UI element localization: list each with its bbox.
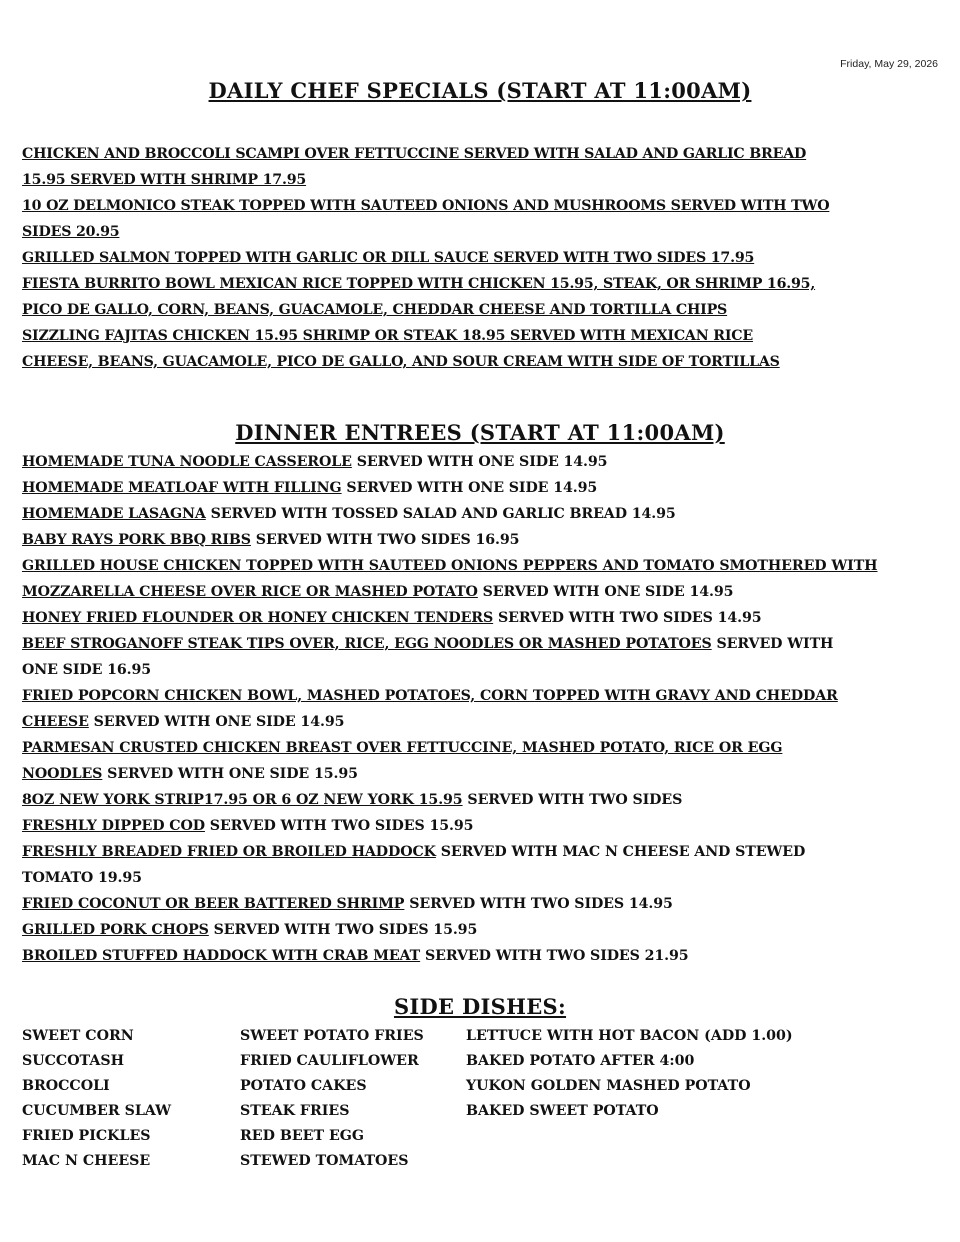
side-dish-item: CUCUMBER SLAW bbox=[22, 1103, 172, 1119]
special-line: SIDES 20.95 bbox=[22, 224, 120, 240]
sides-column-3 bbox=[466, 1024, 793, 1124]
entree-name: HOMEMADE TUNA NOODLE CASSEROLE bbox=[22, 454, 352, 470]
entree-line bbox=[22, 917, 947, 943]
side-dish-item: BROCCOLI bbox=[22, 1078, 110, 1094]
entree-line bbox=[22, 709, 947, 735]
entrees-heading: DINNER ENTREES (START AT 11:00AM) bbox=[235, 420, 725, 445]
entree-name: HOMEMADE MEATLOAF WITH FILLING bbox=[22, 480, 342, 496]
entree-line bbox=[22, 631, 947, 657]
side-dish-item: FRIED CAULIFLOWER bbox=[240, 1053, 419, 1069]
entree-name: BABY RAYS PORK BBQ RIBS bbox=[22, 532, 251, 548]
entree-line bbox=[22, 553, 947, 579]
special-line: GRILLED SALMON TOPPED WITH GARLIC OR DILL SAUCE SERVED WITH TWO SIDES 17.95 bbox=[22, 250, 755, 266]
entree-name: GRILLED PORK CHOPS bbox=[22, 922, 209, 938]
entree-line bbox=[22, 683, 947, 709]
side-dish-item: STEWED TOMATOES bbox=[240, 1153, 409, 1169]
side-dish-item: STEAK FRIES bbox=[240, 1103, 350, 1119]
side-dish-item: SWEET POTATO FRIES bbox=[240, 1028, 424, 1044]
entree-detail: SERVED WITH ONE SIDE 14.95 bbox=[477, 584, 734, 600]
entree-line bbox=[22, 605, 947, 631]
entree-name: 8OZ NEW YORK STRIP17.95 OR 6 OZ NEW YORK 15.95 bbox=[22, 792, 463, 808]
special-line: FIESTA BURRITO BOWL MEXICAN RICE TOPPED WITH CHICKEN 15.95, STEAK, OR SHRIMP 16.95, bbox=[22, 276, 816, 292]
entree-name: HOMEMADE LASAGNA bbox=[22, 506, 206, 522]
entree-detail: SERVED WITH TWO SIDES 15.95 bbox=[204, 818, 474, 834]
entree-detail: TOMATO 19.95 bbox=[22, 870, 142, 886]
entree-line bbox=[22, 735, 947, 761]
sides-column-2 bbox=[240, 1024, 424, 1174]
special-line: PICO DE GALLO, CORN, BEANS, GUACAMOLE, CHEDDAR CHEESE AND TORTILLA CHIPS bbox=[22, 302, 728, 318]
entree-name: FRIED COCONUT OR BEER BATTERED SHRIMP bbox=[22, 896, 405, 912]
side-dish-item: FRIED PICKLES bbox=[22, 1128, 151, 1144]
side-dish-item: BAKED POTATO AFTER 4:00 bbox=[466, 1053, 695, 1069]
specials-heading: DAILY CHEF SPECIALS (START AT 11:00AM) bbox=[208, 78, 752, 103]
side-dish-item: YUKON GOLDEN MASHED POTATO bbox=[466, 1078, 751, 1094]
sides-column-1 bbox=[22, 1024, 171, 1174]
entree-line bbox=[22, 761, 947, 787]
special-line: SIZZLING FAJITAS CHICKEN 15.95 SHRIMP OR STEAK 18.95 SERVED WITH MEXICAN RICE bbox=[22, 328, 753, 344]
entree-detail: SERVED WITH bbox=[711, 636, 834, 652]
entree-line bbox=[22, 865, 947, 891]
entree-detail: SERVED WITH TWO SIDES 14.95 bbox=[493, 610, 762, 626]
entree-name: BEEF STROGANOFF STEAK TIPS OVER, RICE, EGG NOODLES OR MASHED POTATOES bbox=[22, 636, 712, 652]
entree-name: MOZZARELLA CHEESE OVER RICE OR MASHED POTATO bbox=[22, 584, 478, 600]
entree-line bbox=[22, 449, 947, 475]
entree-name: FRESHLY BREADED FRIED OR BROILED HADDOCK bbox=[22, 844, 436, 860]
side-dish-item: SWEET CORN bbox=[22, 1028, 134, 1044]
entree-name: CHEESE bbox=[22, 714, 89, 730]
entree-name: NOODLES bbox=[22, 766, 103, 782]
entree-line bbox=[22, 657, 947, 683]
entree-detail: SERVED WITH TWO SIDES 16.95 bbox=[250, 532, 520, 548]
specials-list bbox=[22, 141, 947, 375]
side-dish-item: LETTUCE WITH HOT BACON (ADD 1.00) bbox=[466, 1028, 793, 1044]
entree-line bbox=[22, 475, 947, 501]
entree-detail: SERVED WITH ONE SIDE 14.95 bbox=[88, 714, 345, 730]
entree-line bbox=[22, 891, 947, 917]
entree-detail: SERVED WITH ONE SIDE 15.95 bbox=[102, 766, 358, 782]
side-dish-item: POTATO CAKES bbox=[240, 1078, 367, 1094]
entree-detail: SERVED WITH MAC N CHEESE AND STEWED bbox=[435, 844, 806, 860]
entree-detail: ONE SIDE 16.95 bbox=[22, 662, 152, 678]
entree-detail: SERVED WITH ONE SIDE 14.95 bbox=[351, 454, 608, 470]
entree-name: BROILED STUFFED HADDOCK WITH CRAB MEAT bbox=[22, 948, 421, 964]
entree-line bbox=[22, 943, 947, 969]
entree-name: PARMESAN CRUSTED CHICKEN BREAST OVER FETTUCCINE, MASHED POTATO, RICE OR EGG bbox=[22, 740, 783, 756]
special-line: CHEESE, BEANS, GUACAMOLE, PICO DE GALLO, AND SOUR CREAM WITH SIDE OF TORTILLAS bbox=[22, 354, 780, 370]
entree-detail: SERVED WITH TOSSED SALAD AND GARLIC BREAD 14.95 bbox=[205, 506, 676, 522]
side-dish-item: MAC N CHEESE bbox=[22, 1153, 151, 1169]
side-dish-item: SUCCOTASH bbox=[22, 1053, 124, 1069]
entree-line bbox=[22, 839, 947, 865]
side-dish-item: RED BEET EGG bbox=[240, 1128, 365, 1144]
entree-name: FRIED POPCORN CHICKEN BOWL, MASHED POTATOES, CORN TOPPED WITH GRAVY AND CHEDDAR bbox=[22, 688, 838, 704]
entree-line bbox=[22, 501, 947, 527]
entree-detail: SERVED WITH TWO SIDES 21.95 bbox=[420, 948, 689, 964]
entree-line bbox=[22, 527, 947, 553]
side-dish-item: BAKED SWEET POTATO bbox=[466, 1103, 659, 1119]
sides-heading: SIDE DISHES: bbox=[393, 994, 567, 1019]
special-line: 15.95 SERVED WITH SHRIMP 17.95 bbox=[22, 172, 307, 188]
entree-detail: SERVED WITH TWO SIDES 14.95 bbox=[404, 896, 673, 912]
entree-detail: SERVED WITH TWO SIDES bbox=[462, 792, 683, 808]
entree-detail: SERVED WITH TWO SIDES 15.95 bbox=[208, 922, 478, 938]
entree-line bbox=[22, 813, 947, 839]
entree-detail: SERVED WITH ONE SIDE 14.95 bbox=[341, 480, 598, 496]
special-line: CHICKEN AND BROCCOLI SCAMPI OVER FETTUCCINE SERVED WITH SALAD AND GARLIC BREAD bbox=[22, 146, 807, 162]
special-line: 10 OZ DELMONICO STEAK TOPPED WITH SAUTEED ONIONS AND MUSHROOMS SERVED WITH TWO bbox=[22, 198, 830, 214]
entree-name: HONEY FRIED FLOUNDER OR HONEY CHICKEN TENDERS bbox=[22, 610, 494, 626]
date-label: Friday, May 29, 2026 bbox=[840, 58, 938, 70]
entree-name: GRILLED HOUSE CHICKEN TOPPED WITH SAUTEED ONIONS PEPPERS AND TOMATO SMOTHERED WITH bbox=[22, 558, 878, 574]
entree-line bbox=[22, 787, 947, 813]
entree-name: FRESHLY DIPPED COD bbox=[22, 818, 205, 834]
entree-line bbox=[22, 579, 947, 605]
entrees-list bbox=[22, 449, 947, 969]
